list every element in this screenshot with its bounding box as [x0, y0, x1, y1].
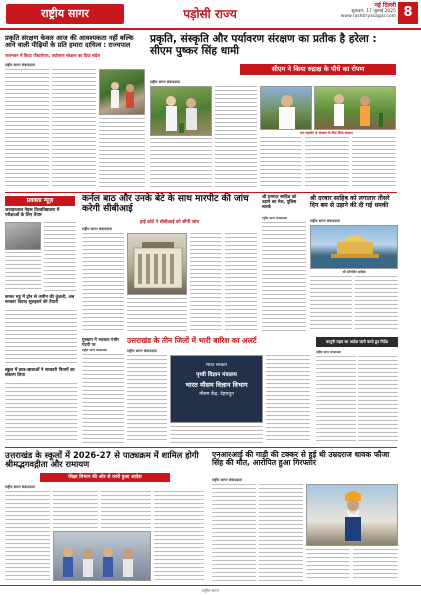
imd-board-photo	[170, 355, 263, 423]
right3-text-a	[316, 356, 356, 443]
cbi-text-c	[225, 233, 257, 333]
cbi-byline: राष्ट्रीय सागर संवाददाता	[82, 227, 112, 231]
right3-text-b	[358, 356, 398, 443]
high-court-photo	[127, 233, 187, 295]
mid1-text	[82, 354, 124, 446]
story1-byline: राष्ट्रीय सागर संवाददाता	[5, 63, 35, 67]
bottom1-text-a	[5, 491, 50, 581]
photo-figures	[261, 87, 312, 130]
bottom1-byline: राष्ट्रीय सागर संवाददाता	[5, 485, 35, 489]
bottom2-headline: एनआरआई की गाड़ी की टक्कर से हुई थी उम्रदराज धावक फौजा सिंह की मौत, आरोपित हुआ गिरफ्तार	[212, 450, 390, 468]
cbi-text-a	[82, 233, 124, 333]
fauja-singh-photo	[306, 484, 398, 546]
divider	[5, 192, 397, 193]
students-photo	[53, 531, 151, 581]
bottom2-text-b	[259, 484, 303, 581]
photo-figures	[315, 87, 396, 130]
mid1-headline: गुरुग्राम में नवजात गंभीर गंदगी पर	[82, 337, 120, 347]
cbi-text-d	[127, 298, 187, 333]
right1-text	[262, 222, 306, 332]
photo-runner	[307, 485, 398, 546]
story1-text-col2	[52, 69, 96, 189]
sapling-photo	[314, 86, 396, 130]
imd-line2: पृथ्वी विज्ञान मंत्रालय	[196, 372, 237, 378]
cbi-headline: कर्नल बाठ और उनके बेटे के साथ मारपीट की जांच करेगी सीबीआई	[82, 194, 249, 214]
bottom1-text-d	[154, 491, 204, 581]
page-number: 8	[398, 2, 418, 24]
edition-info	[328, 3, 396, 20]
golden-temple-photo	[310, 225, 398, 269]
imd-line4: मौसम केंद्र, देहरादून	[199, 392, 234, 397]
cbi-text-b	[190, 233, 222, 333]
mid1-byline: राष्ट्रीय सागर संवाददाता	[82, 348, 108, 352]
right2-headline: श्री दरबार साहिब को लगातार तीसरे दिन बम से उड़ाने की दी गई धमकी	[310, 195, 390, 209]
bottom2-text-a	[212, 484, 256, 581]
section-title: पड़ोसी राज्य	[183, 7, 237, 21]
brief1-photo	[5, 222, 41, 250]
lead-text-c	[260, 137, 302, 188]
story1-text-col1	[5, 69, 49, 189]
brand-logo: राष्ट्रीय सागर	[6, 4, 124, 24]
photo-building	[128, 234, 187, 295]
right2-text-b	[355, 276, 398, 332]
right1-byline: राष्ट्रीय सागर संवाददाता	[262, 216, 288, 220]
story1-sub: राजभवन में किया पौधारोपण, पर्यावरण संरक्षण का दिया संदेश	[5, 53, 100, 58]
lead-text-d	[305, 137, 349, 188]
brief2-headline: कमल भट्ट में ड्रोन से जमीन की कुंडली, अब सरकार विवाद सुलझाने की तैयारी	[5, 295, 75, 305]
lead-text-e	[352, 137, 396, 188]
bottom2-byline: राष्ट्रीय सागर संवाददाता	[212, 478, 242, 482]
story1-headline: प्रकृति संरक्षण केवल आज की आवश्यकता नहीं बल्कि आने वाली पीढ़ियों के प्रति हमारा दायित्व : राज्यपाल	[5, 34, 134, 50]
masthead	[0, 0, 421, 30]
right2-byline: राष्ट्रीय सागर संवाददाता	[310, 219, 340, 223]
rain-text-c	[266, 355, 310, 443]
cbi-sub: हाई कोर्ट ने सीबीआई को सौंपी जांच	[139, 220, 200, 225]
footer-text: राष्ट्रीय सागर	[201, 588, 220, 593]
lead-caption: जन सहयोग से संरक्षण के लिए लिया संकल्प	[300, 131, 353, 135]
right3-headline: कानूनी राहत का आदेश जारी करते हुए निर्देश	[316, 337, 398, 347]
story1-text-col3	[99, 118, 145, 190]
brief2-text	[5, 310, 77, 366]
bottom1-headline: उत्तराखंड के स्कूलों में 2026-27 से पाठ्यक्रम में शामिल होगी श्रीमद्भगवद्गीता और रामायण	[5, 450, 199, 470]
bottom2-text-c	[306, 549, 350, 581]
right3-byline: राष्ट्रीय सागर संवाददाता	[316, 350, 342, 354]
lead-text-a	[150, 138, 212, 188]
lead-byline: राष्ट्रीय सागर संवाददाता	[150, 80, 180, 84]
right2-caption: श्री हरिमंदिर साहिब	[342, 270, 366, 274]
photo-figures	[100, 70, 145, 115]
brief3-text	[5, 383, 77, 443]
photo-students	[54, 532, 151, 581]
bottom1-band: शिक्षा विभाग की ओर से जारी हुआ आदेश	[40, 473, 170, 482]
website: www.rashtriyasagar.com	[340, 14, 396, 19]
rain-byline: राष्ट्रीय सागर संवाददाता	[127, 349, 157, 353]
edition-date: शुक्रवार, 17 जुलाई 2025	[351, 8, 396, 14]
cm-planting-photo	[150, 86, 212, 136]
rain-text-b	[170, 426, 263, 443]
imd-board	[171, 356, 262, 403]
governor-planting-photo	[99, 69, 145, 115]
rain-text-a	[127, 355, 167, 443]
lead-text-b	[215, 86, 257, 188]
right2-text-a	[310, 276, 352, 332]
brief1-headline: जवाहरलाल नेहरू विश्वविद्यालय में परीक्षाओं के लिए तैयार	[5, 208, 60, 218]
brief3-headline: स्कूल में छात्र-छात्राओं ने सरकारी नियमों का संकल्प लिया	[5, 368, 75, 378]
photo-temple	[311, 226, 398, 269]
rain-headline: उत्तराखंड के तीन जिलों में भारी बारिश का अलर्ट	[127, 336, 257, 345]
box-title: प्रवक्ता न्यूज़	[5, 196, 75, 206]
edition-city: नई दिल्ली	[374, 2, 396, 9]
lead-headline: प्रकृति, संस्कृति और पर्यावरण संरक्षण का प्रतीक है हरेला : सीएम पुष्कर सिंह धामी	[150, 33, 377, 57]
divider	[5, 447, 397, 448]
right1-headline: श्री हरमंदर साहिब को उड़ाने का मेल, पुलिस सतर्क	[262, 195, 297, 210]
brief1-text-b	[5, 252, 41, 292]
cm-portrait-photo	[260, 86, 312, 130]
imd-line1: भारत सरकार	[205, 363, 228, 368]
bottom1-text-c	[101, 491, 151, 529]
imd-line3: भारत मौसम विज्ञान विभाग	[185, 381, 248, 389]
bottom2-text-d	[353, 549, 398, 581]
lead-band: सीएम ने किया रुद्राक्ष के पौधे का रोपण	[240, 64, 396, 75]
brief1-text	[44, 222, 76, 292]
photo-figures	[151, 87, 212, 136]
bottom1-text-b	[53, 491, 98, 529]
footer	[0, 585, 421, 595]
